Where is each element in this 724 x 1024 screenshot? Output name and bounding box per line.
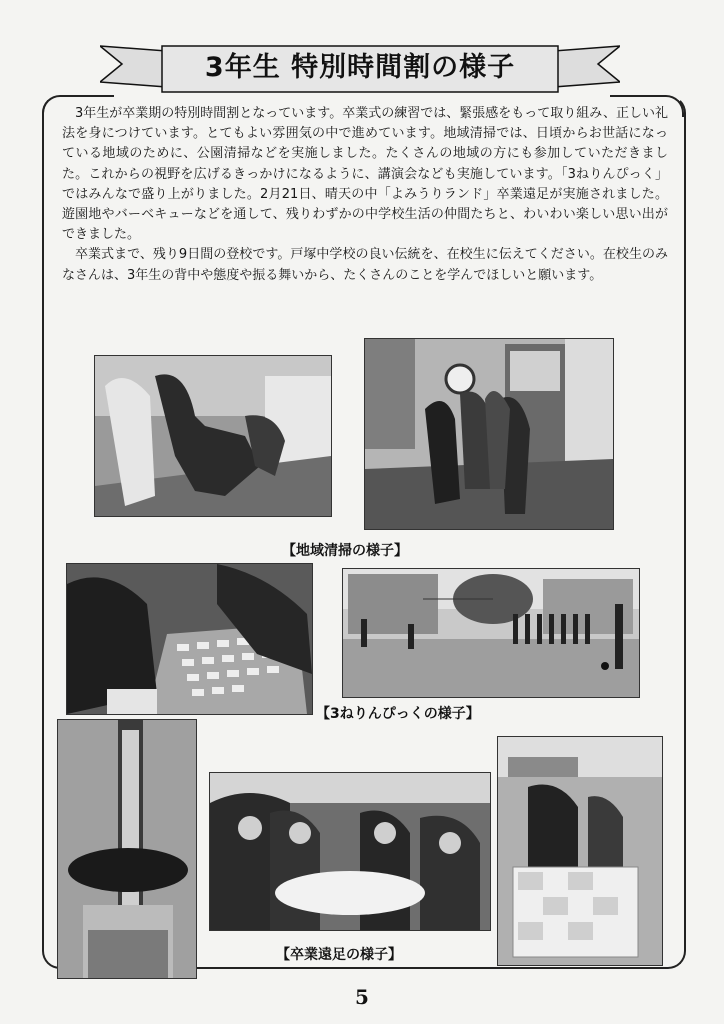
photo-excursion-1 bbox=[57, 719, 197, 979]
caption-cleanup: 【地域清掃の様子】 bbox=[282, 543, 408, 559]
page-title: 3年生 特別時間割の様子 bbox=[204, 52, 516, 83]
caption-excursion: 【卒業遠足の様子】 bbox=[276, 947, 402, 963]
article-body bbox=[62, 104, 668, 286]
paragraph-2: 卒業式まで、残り9日間の登校です。戸塚中学校の良い伝統を、在校生に伝えてください。在校生のみなさんは、3年生の背中や態度や振る舞いから、たくさんのことを学んでほしいと願います。 bbox=[62, 247, 668, 283]
photo-cleanup-2 bbox=[364, 338, 614, 530]
photo-excursion-3 bbox=[497, 736, 663, 966]
photo-olympic-2 bbox=[342, 568, 640, 698]
paragraph-1: 3年生が卒業期の特別時間割となっています。卒業式の練習では、緊張感をもって取り組み、正しい礼法を身につけています。とてもよい雰囲気の中で進めています。地域清掃では、日頃からお世話になっている地域のために、公園清掃などを実施しました。たくさんの地域の方にも参加していただきました。これからの視野を広げるきっかけになるように、講演会なども実施しています。「3ねりんぴっく」ではみんなで盛り上がりました。2月21日、晴天の中「よみうりランド」卒業遠足が実施されました。遊園地やバーベキューなどを通して、残りわずかの中学校生活の仲間たちと、わいわい楽しい思い出ができました。 bbox=[62, 106, 669, 243]
photo-excursion-2 bbox=[209, 772, 491, 931]
caption-olympic: 【3ねりんぴっくの様子】 bbox=[316, 706, 480, 722]
photo-olympic-1 bbox=[66, 563, 313, 715]
photo-cleanup-1 bbox=[94, 355, 332, 517]
page-number: 5 bbox=[355, 985, 369, 1009]
